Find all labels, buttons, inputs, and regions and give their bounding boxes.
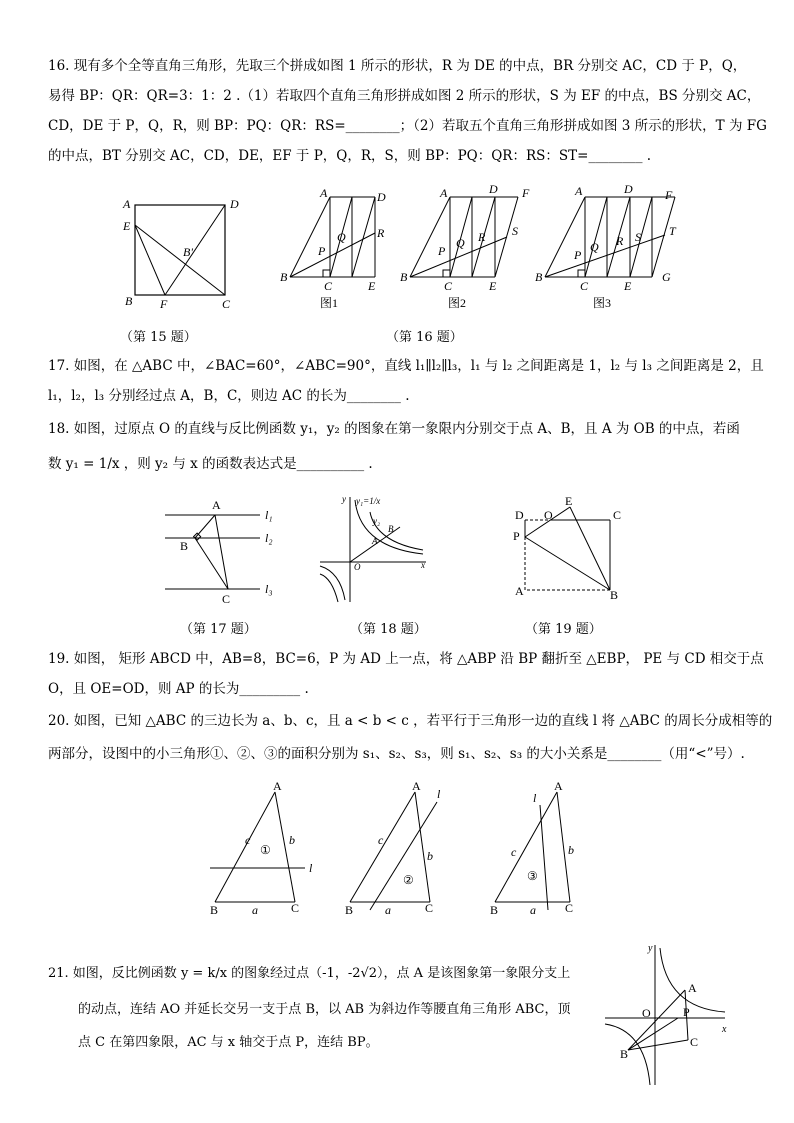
svg-text:图2: 图2 (448, 296, 467, 310)
svg-text:S: S (512, 224, 518, 238)
svg-text:A: A (273, 780, 282, 793)
svg-text:a: a (385, 903, 391, 917)
svg-text:P: P (438, 244, 446, 258)
svg-text:E: E (565, 495, 573, 508)
svg-text:B: B (620, 1047, 629, 1061)
caption-q19: （第 19 题） (525, 622, 602, 637)
svg-text:G: G (662, 270, 671, 284)
svg-text:D: D (489, 185, 498, 196)
q16-line-1: 16. 现有多个全等直角三角形，先取三个拼成如图 1 所示的形状，R 为 DE 的中点，BR 分别交 AC，CD 于 P，Q， (48, 58, 747, 74)
svg-text:B: B (490, 903, 499, 917)
svg-text:P: P (318, 244, 326, 258)
figure-q18 (318, 492, 430, 607)
svg-text:①: ① (260, 843, 271, 857)
svg-text:B: B (610, 588, 619, 602)
svg-text:②: ② (403, 873, 414, 887)
svg-text:b: b (568, 843, 574, 857)
svg-text:E: E (368, 279, 376, 293)
q21-line-1: 21. 如图，反比例函数 y = k/x 的图象经过点（-1，-2√2），点 A 是该图象第一象限分支上 (48, 966, 571, 981)
svg-text:A: A (320, 186, 328, 200)
svg-text:C: C (690, 1035, 699, 1049)
svg-text:C: C (565, 901, 574, 915)
q16-fig1 (280, 186, 386, 293)
caption-q15: （第 15 题） (120, 330, 197, 345)
svg-text:A: A (688, 981, 697, 995)
q19-line-2: O，且 OE=OD，则 AP 的长为_________ . (48, 681, 309, 697)
svg-text:A: A (412, 780, 421, 793)
svg-text:D: D (377, 190, 386, 204)
svg-text:B: B (345, 903, 354, 917)
svg-text:C: C (425, 901, 434, 915)
q20-line-1: 20. 如图，已知 △ABC 的三边长为 a、b、c，且 a < b < c ，若平行于三角形一边的直线 l 将 △ABC 的周长分成相等的 (48, 713, 773, 729)
svg-text:B': B' (183, 245, 193, 259)
svg-text:B: B (280, 270, 288, 284)
svg-text:c: c (245, 833, 251, 847)
svg-text:A: A (212, 498, 221, 512)
svg-text:B: B (400, 270, 408, 284)
svg-text:c: c (378, 833, 384, 847)
q18-line-2: 数 y₁ = 1/x ，则 y₂ 与 x 的函数表达式是__________ . (48, 456, 373, 472)
svg-text:A: A (575, 185, 583, 198)
figure-q20 (205, 780, 605, 920)
svg-text:l: l (437, 787, 441, 801)
svg-text:l₂: l₂ (265, 531, 273, 545)
q16-line-4: 的中点，BT 分别交 AC，CD，DE，EF 于 P，Q，R，S，则 BP：PQ：QR：RS：ST=________ . (48, 148, 652, 164)
svg-text:l₃: l₃ (265, 582, 273, 596)
q19-line-1: 19. 如图， 矩形 ABCD 中，AB=8，BC=6，P 为 AD 上一点，将 △ABP 沿 BP 翻折至 △EBP， PE 与 CD 相交于点 (48, 651, 764, 667)
svg-text:E: E (489, 279, 497, 293)
svg-text:E: E (123, 219, 131, 233)
svg-text:A: A (440, 186, 448, 200)
svg-text:S: S (635, 230, 641, 244)
q16-fig3 (535, 185, 677, 293)
svg-text:B: B (388, 524, 394, 534)
svg-text:A: A (123, 197, 131, 211)
q21-line-2: 的动点，连结 AO 并延长交另一支于点 B，以 AB 为斜边作等腰直角三角形 ABC，顶 (78, 1002, 571, 1017)
q17-line-2: l₁，l₂，l₃ 分别经过点 A，B，C，则边 AC 的长为________ . (48, 388, 410, 404)
svg-text:R: R (377, 226, 385, 240)
svg-text:l: l (533, 791, 537, 805)
svg-text:y: y (648, 943, 653, 954)
q20-line-2: 两部分，设图中的小三角形①、②、③的面积分别为 s₁、s₂、s₃，则 s₁、s₂、s₃ 的大小关系是________（用“<”号）. (48, 746, 745, 762)
svg-text:A: A (372, 536, 378, 546)
svg-text:O: O (642, 1006, 651, 1020)
svg-text:③: ③ (527, 869, 538, 883)
svg-text:y₂: y₂ (373, 516, 381, 526)
caption-q18: （第 18 题） (350, 622, 427, 637)
svg-text:P: P (513, 529, 520, 543)
q16-line-3: CD，DE 于 P，Q，R，则 BP：PQ：QR：RS=________；（2）若取五个直角三角形拼成如图 3 所示的形状，T 为 FG (48, 118, 767, 134)
svg-text:C: C (222, 297, 231, 311)
svg-text:D: D (624, 185, 633, 196)
svg-text:Q: Q (337, 230, 346, 244)
q21-line-3: 点 C 在第四象限，AC 与 x 轴交于点 P，连结 BP。 (78, 1035, 379, 1050)
figure-q16 (280, 185, 690, 315)
svg-text:F: F (665, 188, 673, 202)
svg-text:l: l (309, 861, 313, 875)
svg-text:c: c (511, 845, 517, 859)
svg-text:D: D (515, 508, 524, 522)
svg-text:C: C (613, 508, 622, 522)
q17-line-1: 17. 如图，在 △ABC 中，∠BAC=60°，∠ABC=90°，直线 l₁∥l₂∥l₃，l₁ 与 l₂ 之间距离是 1，l₂ 与 l₃ 之间距离是 2，且 (48, 358, 764, 374)
svg-text:b: b (289, 833, 295, 847)
svg-text:B: B (535, 270, 543, 284)
svg-text:B: B (210, 903, 219, 917)
figure-q15 (115, 190, 255, 315)
caption-q16: （第 16 题） (386, 330, 463, 345)
svg-text:T: T (669, 224, 676, 238)
svg-text:y: y (342, 494, 346, 504)
svg-text:C: C (222, 592, 231, 606)
figure-q21 (600, 940, 740, 1090)
q16-line-2: 易得 BP：QR：QR=3：1：2 .（1）若取四个直角三角形拼成如图 2 所示的形状，S 为 EF 的中点，BS 分别交 AC， (48, 88, 761, 104)
svg-text:D: D (230, 197, 239, 211)
svg-text:A: A (554, 780, 563, 793)
svg-text:P: P (574, 248, 582, 262)
svg-text:Q: Q (456, 236, 465, 250)
svg-text:E: E (624, 279, 632, 293)
svg-text:C: C (444, 279, 453, 293)
svg-text:l₁: l₁ (265, 508, 273, 522)
svg-text:O: O (544, 508, 553, 522)
svg-text:F: F (522, 186, 530, 200)
svg-text:P: P (683, 1005, 690, 1019)
q16-fig2 (400, 185, 530, 293)
svg-text:C: C (580, 279, 589, 293)
figure-q17 (160, 495, 290, 610)
svg-text:a: a (252, 903, 258, 917)
svg-text:R: R (478, 230, 486, 244)
svg-text:y₁=1/x: y₁=1/x (356, 496, 381, 506)
svg-text:Q: Q (590, 240, 599, 254)
svg-text:a: a (530, 903, 536, 917)
q18-line-1: 18. 如图，过原点 O 的直线与反比例函数 y₁，y₂ 的图象在第一象限内分别交于点 A、B，且 A 为 OB 的中点，若函 (48, 421, 740, 437)
svg-text:x: x (722, 1024, 727, 1035)
svg-text:R: R (616, 234, 624, 248)
svg-text:O: O (354, 562, 361, 572)
svg-text:图1: 图1 (320, 296, 339, 310)
svg-text:b: b (427, 849, 433, 863)
svg-text:C: C (324, 279, 333, 293)
caption-q17: （第 17 题） (180, 622, 257, 637)
svg-text:B: B (125, 294, 133, 308)
svg-text:A: A (515, 584, 524, 598)
figure-q19 (510, 495, 630, 610)
svg-text:B: B (180, 539, 189, 553)
svg-text:x: x (421, 560, 425, 570)
svg-text:C: C (291, 901, 300, 915)
svg-text:F: F (160, 297, 168, 311)
svg-text:图3: 图3 (593, 296, 612, 310)
